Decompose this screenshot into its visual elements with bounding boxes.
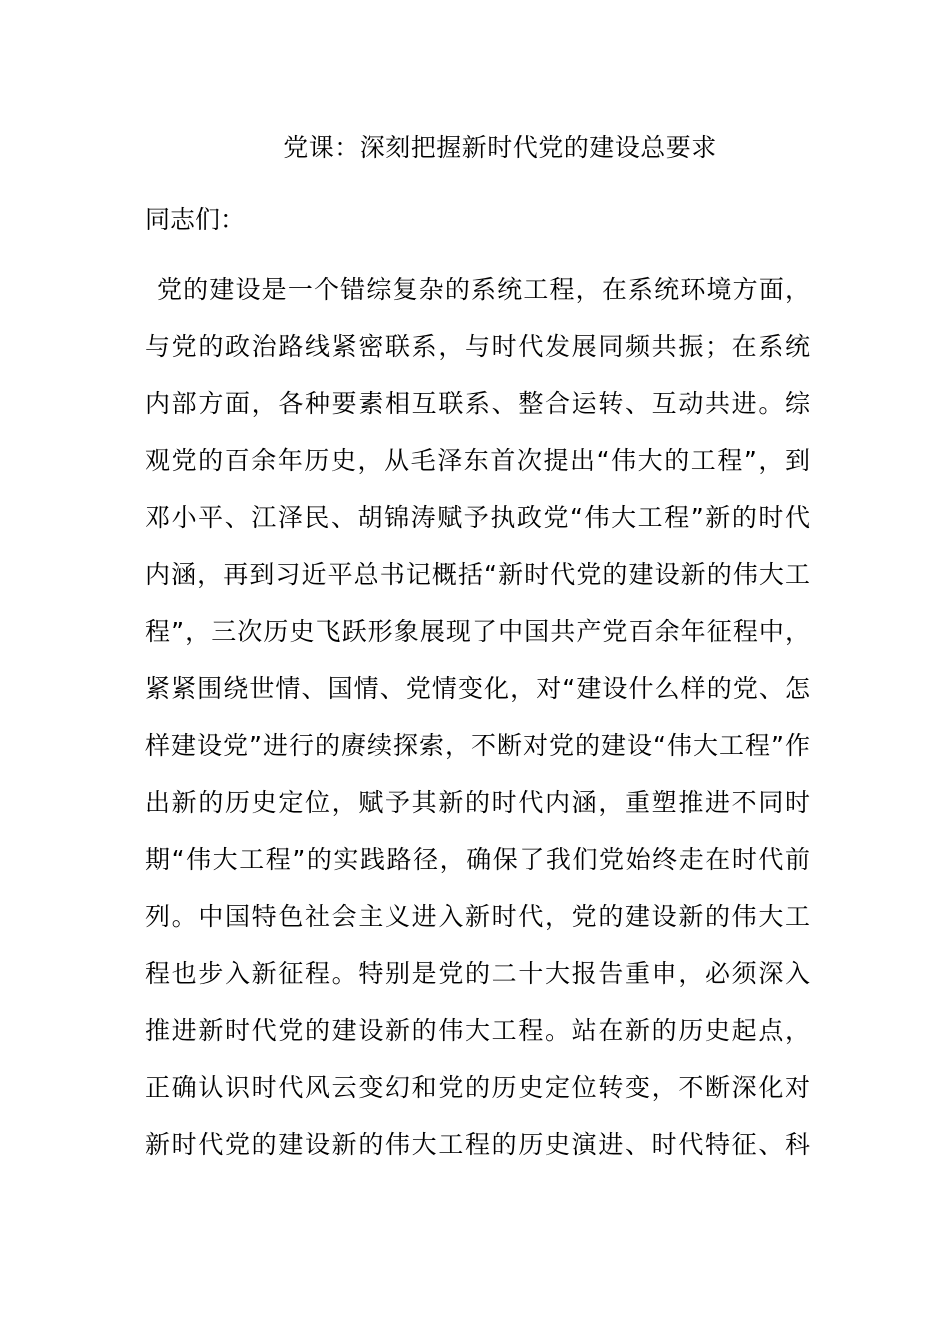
paragraph-line: 推进新时代党的建设新的伟大工程。站在新的历史起点， <box>145 1016 810 1045</box>
paragraph-line: 新时代党的建设新的伟大工程的历史演进、时代特征、科 <box>145 1130 810 1159</box>
paragraph-line: 与党的政治路线紧密联系，与时代发展同频共振；在系统 <box>145 332 810 361</box>
paragraph-line: 党的建设是一个错综复杂的系统工程，在系统环境方面， <box>157 275 810 304</box>
paragraph-line: 紧紧围绕世情、国情、党情变化，对“建设什么样的党、怎 <box>145 674 810 703</box>
paragraph-line: 邓小平、江泽民、胡锦涛赋予执政党“伟大工程”新的时代 <box>145 503 810 532</box>
paragraph-line: 程也步入新征程。特别是党的二十大报告重申，必须深入 <box>145 959 810 988</box>
paragraph-line: 正确认识时代风云变幻和党的历史定位转变，不断深化对 <box>145 1073 810 1102</box>
paragraph-line: 期“伟大工程”的实践路径，确保了我们党始终走在时代前 <box>145 845 810 874</box>
paragraph-line: 观党的百余年历史，从毛泽东首次提出“伟大的工程”，到 <box>145 446 810 475</box>
paragraph-line: 内部方面，各种要素相互联系、整合运转、互动共进。综 <box>145 389 810 418</box>
paragraph-line: 出新的历史定位，赋予其新的时代内涵，重塑推进不同时 <box>145 788 810 817</box>
paragraph-line: 内涵，再到习近平总书记概括“新时代党的建设新的伟大工 <box>145 560 810 589</box>
paragraph-line: 程”，三次历史飞跃形象展现了中国共产党百余年征程中， <box>145 617 810 646</box>
paragraph-line: 列。中国特色社会主义进入新时代，党的建设新的伟大工 <box>145 902 810 931</box>
salutation: 同志们： <box>145 205 246 234</box>
paragraph-line: 样建设党”进行的赓续探索，不断对党的建设“伟大工程”作 <box>145 731 810 760</box>
page-title: 党课：深刻把握新时代党的建设总要求 <box>283 133 717 162</box>
body-paragraph <box>145 272 810 1184</box>
